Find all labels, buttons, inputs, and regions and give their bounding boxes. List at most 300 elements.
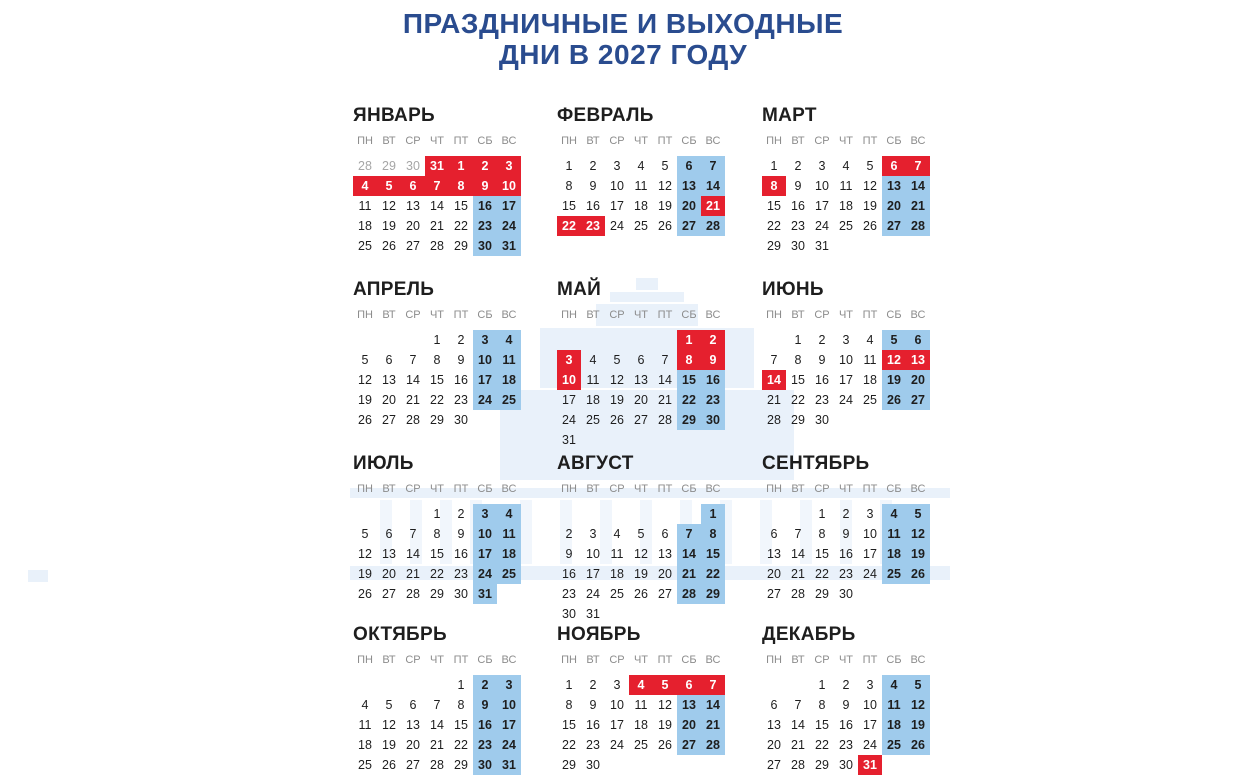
day-cell: 30 — [791, 239, 805, 253]
day-cell: 3 — [589, 527, 597, 541]
holiday-day-cell: 10 — [497, 176, 521, 196]
weekend-day-cell: 6 — [677, 156, 701, 176]
day-cell: 1 — [457, 678, 465, 692]
weekday-label: ВС — [501, 654, 517, 666]
month-name: ДЕКАБРЬ — [762, 624, 856, 645]
day-cell: 24 — [586, 587, 600, 601]
day-cell: 20 — [658, 567, 672, 581]
day-cell: 16 — [839, 718, 853, 732]
weekend-day-cell: 27 — [677, 216, 701, 236]
day-cell: 3 — [866, 507, 874, 521]
day-cell: 23 — [454, 567, 468, 581]
day-cell: 9 — [794, 179, 802, 193]
holiday-day-cell: 1 — [677, 330, 701, 350]
weekend-day-cell: 17 — [497, 196, 521, 216]
weekday-label: ПТ — [657, 654, 673, 666]
weekday-label: ЧТ — [633, 654, 649, 666]
weekend-day-cell: 31 — [473, 584, 497, 604]
day-cell: 30 — [839, 758, 853, 772]
day-cell: 17 — [586, 567, 600, 581]
day-cell: 24 — [863, 567, 877, 581]
weekend-day-cell: 15 — [677, 370, 701, 390]
month-block — [353, 453, 528, 604]
weekend-day-cell: 14 — [701, 176, 725, 196]
weekday-label: ВС — [501, 309, 517, 321]
weekend-day-cell: 3 — [473, 330, 497, 350]
day-cell: 11 — [863, 353, 877, 367]
day-cell: 27 — [382, 587, 396, 601]
day-cell: 9 — [457, 353, 465, 367]
day-cell: 3 — [842, 333, 850, 347]
weekend-day-cell: 22 — [677, 390, 701, 410]
day-cell: 28 — [791, 587, 805, 601]
weekend-day-cell: 26 — [882, 390, 906, 410]
day-cell: 13 — [767, 718, 781, 732]
weekend-day-cell: 7 — [677, 524, 701, 544]
weekday-label: ЧТ — [838, 654, 854, 666]
day-cell: 21 — [791, 738, 805, 752]
month-block — [762, 105, 937, 256]
weekend-day-cell: 13 — [677, 176, 701, 196]
day-cell: 17 — [610, 199, 624, 213]
holiday-day-cell: 6 — [401, 176, 425, 196]
weekend-day-cell: 30 — [701, 410, 725, 430]
month-block — [762, 279, 937, 430]
day-cell: 29 — [791, 413, 805, 427]
day-cell: 9 — [565, 547, 573, 561]
holiday-day-cell: 8 — [762, 176, 786, 196]
weekday-label: ПН — [766, 309, 782, 321]
weekday-label: ПТ — [657, 135, 673, 147]
day-cell: 20 — [406, 738, 420, 752]
day-cell: 20 — [382, 567, 396, 581]
weekday-label: ПН — [561, 309, 577, 321]
day-cell: 23 — [562, 587, 576, 601]
day-cell: 18 — [863, 373, 877, 387]
weekend-day-cell: 20 — [906, 370, 930, 390]
weekend-day-cell: 27 — [677, 735, 701, 755]
weekend-day-cell: 11 — [882, 524, 906, 544]
weekday-label: ПН — [357, 135, 373, 147]
day-cell: 29 — [454, 239, 468, 253]
weekend-day-cell: 12 — [906, 695, 930, 715]
month-block — [762, 624, 937, 775]
weekend-day-cell: 2 — [473, 675, 497, 695]
day-cell: 5 — [385, 698, 393, 712]
holiday-day-cell: 22 — [557, 216, 581, 236]
weekend-day-cell: 23 — [473, 216, 497, 236]
day-cell: 26 — [634, 587, 648, 601]
day-cell: 1 — [818, 507, 826, 521]
day-cell: 7 — [433, 698, 441, 712]
weekday-label: СР — [609, 135, 625, 147]
day-cell: 11 — [610, 547, 624, 561]
day-cell: 22 — [815, 738, 829, 752]
weekend-day-cell: 10 — [473, 524, 497, 544]
month-name: МАЙ — [557, 279, 602, 300]
month-name: МАРТ — [762, 105, 817, 126]
holiday-day-cell: 3 — [557, 350, 581, 370]
day-cell: 27 — [634, 413, 648, 427]
day-cell: 23 — [586, 738, 600, 752]
day-cell: 30 — [586, 758, 600, 772]
weekend-day-cell: 21 — [677, 564, 701, 584]
day-cell: 28 — [430, 239, 444, 253]
day-cell: 4 — [866, 333, 874, 347]
day-cell: 14 — [430, 718, 444, 732]
day-cell: 10 — [839, 353, 853, 367]
day-cell: 10 — [610, 698, 624, 712]
day-cell: 7 — [409, 527, 417, 541]
day-cell: 28 — [406, 587, 420, 601]
day-cell: 4 — [361, 698, 369, 712]
weekday-label: ВС — [501, 135, 517, 147]
weekend-day-cell: 8 — [701, 524, 725, 544]
day-cell: 30 — [839, 587, 853, 601]
day-cell: 18 — [610, 567, 624, 581]
day-cell: 6 — [409, 698, 417, 712]
day-cell: 11 — [586, 373, 600, 387]
day-cell: 13 — [658, 547, 672, 561]
day-cell: 14 — [658, 373, 672, 387]
weekend-day-cell: 11 — [497, 524, 521, 544]
weekday-label: ПТ — [453, 654, 469, 666]
day-cell: 16 — [839, 547, 853, 561]
day-cell: 9 — [818, 353, 826, 367]
weekday-label: ВС — [501, 483, 517, 495]
weekday-label: ПТ — [862, 483, 878, 495]
weekend-day-cell: 13 — [882, 176, 906, 196]
day-cell: 9 — [589, 179, 597, 193]
weekend-day-cell: 26 — [906, 735, 930, 755]
day-cell: 24 — [863, 738, 877, 752]
day-cell: 10 — [586, 547, 600, 561]
day-cell: 21 — [767, 393, 781, 407]
day-cell: 20 — [382, 393, 396, 407]
day-cell: 14 — [406, 373, 420, 387]
title-line-1: ПРАЗДНИЧНЫЕ И ВЫХОДНЫЕ — [402, 8, 844, 39]
weekend-day-cell: 16 — [701, 370, 725, 390]
month-block — [557, 624, 732, 775]
weekend-day-cell: 25 — [497, 390, 521, 410]
day-cell: 11 — [358, 199, 372, 213]
weekday-label: ПН — [357, 654, 373, 666]
day-cell: 30 — [815, 413, 829, 427]
day-cell: 26 — [658, 738, 672, 752]
day-cell: 19 — [358, 567, 372, 581]
day-cell: 17 — [863, 718, 877, 732]
weekend-day-cell: 21 — [906, 196, 930, 216]
day-cell: 13 — [767, 547, 781, 561]
weekend-day-cell: 28 — [701, 216, 725, 236]
weekend-day-cell: 14 — [677, 544, 701, 564]
day-cell: 11 — [839, 179, 853, 193]
day-cell: 27 — [382, 413, 396, 427]
weekday-label: ПТ — [453, 309, 469, 321]
day-cell: 1 — [818, 678, 826, 692]
day-cell: 3 — [613, 678, 621, 692]
day-cell: 9 — [842, 527, 850, 541]
weekday-label: СБ — [886, 483, 902, 495]
weekend-day-cell: 3 — [497, 675, 521, 695]
day-cell: 7 — [770, 353, 778, 367]
holiday-day-cell: 9 — [701, 350, 725, 370]
day-cell: 27 — [406, 758, 420, 772]
day-cell: 15 — [562, 718, 576, 732]
day-cell: 17 — [610, 718, 624, 732]
day-cell: 18 — [634, 199, 648, 213]
weekend-day-cell: 9 — [473, 695, 497, 715]
day-cell: 7 — [661, 353, 669, 367]
day-cell: 27 — [658, 587, 672, 601]
day-cell: 20 — [406, 219, 420, 233]
day-cell: 22 — [815, 567, 829, 581]
weekday-label: ЧТ — [633, 135, 649, 147]
weekend-day-cell: 19 — [906, 544, 930, 564]
holiday-day-cell: 10 — [557, 370, 581, 390]
day-cell: 7 — [409, 353, 417, 367]
day-cell: 21 — [430, 738, 444, 752]
weekday-label: ВС — [910, 309, 926, 321]
day-cell: 11 — [634, 698, 648, 712]
day-cell: 18 — [586, 393, 600, 407]
weekday-label: СБ — [681, 309, 697, 321]
weekday-label: ВТ — [382, 483, 396, 495]
weekday-label: ПТ — [862, 309, 878, 321]
weekday-label: ПТ — [862, 654, 878, 666]
day-cell: 12 — [610, 373, 624, 387]
weekend-day-cell: 18 — [497, 544, 521, 564]
day-cell: 8 — [433, 527, 441, 541]
month-name: ЯНВАРЬ — [353, 105, 436, 126]
day-cell: 15 — [562, 199, 576, 213]
day-cell: 24 — [815, 219, 829, 233]
weekend-day-cell: 24 — [473, 390, 497, 410]
weekend-day-cell: 25 — [497, 564, 521, 584]
weekday-label: ВТ — [586, 135, 600, 147]
holiday-day-cell: 4 — [629, 675, 653, 695]
day-cell: 29 — [430, 587, 444, 601]
day-cell: 16 — [562, 567, 576, 581]
day-cell: 6 — [385, 353, 393, 367]
day-cell: 13 — [382, 547, 396, 561]
page-title — [0, 8, 1246, 70]
weekday-label: СБ — [477, 483, 493, 495]
weekday-label: СР — [814, 135, 830, 147]
day-cell: 12 — [863, 179, 877, 193]
weekday-label: ВТ — [586, 309, 600, 321]
weekday-label: СБ — [886, 309, 902, 321]
day-cell: 19 — [658, 199, 672, 213]
day-cell: 20 — [767, 738, 781, 752]
day-cell: 30 — [454, 413, 468, 427]
day-cell: 3 — [818, 159, 826, 173]
weekday-label: СР — [814, 654, 830, 666]
weekday-label: ВС — [910, 135, 926, 147]
weekend-day-cell: 4 — [497, 330, 521, 350]
day-cell: 5 — [361, 527, 369, 541]
weekend-day-cell: 22 — [701, 564, 725, 584]
weekday-label: СБ — [477, 654, 493, 666]
day-cell: 26 — [610, 413, 624, 427]
day-cell: 22 — [430, 393, 444, 407]
holiday-day-cell: 31 — [425, 156, 449, 176]
day-cell: 20 — [767, 567, 781, 581]
day-cell: 21 — [658, 393, 672, 407]
day-cell: 9 — [457, 527, 465, 541]
day-cell: 2 — [589, 678, 597, 692]
day-cell: 28 — [658, 413, 672, 427]
month-block — [353, 624, 528, 775]
weekday-label: ЧТ — [429, 654, 445, 666]
weekday-label: СР — [609, 309, 625, 321]
day-cell: 1 — [433, 507, 441, 521]
day-cell: 8 — [433, 353, 441, 367]
weekend-day-cell: 13 — [677, 695, 701, 715]
weekday-label: ВТ — [791, 309, 805, 321]
holiday-day-cell: 2 — [473, 156, 497, 176]
weekday-label: ПТ — [657, 309, 673, 321]
weekday-label: СР — [609, 483, 625, 495]
weekday-label: ЧТ — [429, 483, 445, 495]
day-cell: 22 — [791, 393, 805, 407]
weekend-day-cell: 28 — [701, 735, 725, 755]
weekend-day-cell: 24 — [497, 735, 521, 755]
day-cell: 15 — [454, 718, 468, 732]
weekend-day-cell: 16 — [473, 715, 497, 735]
day-cell: 12 — [382, 199, 396, 213]
day-cell: 16 — [454, 547, 468, 561]
day-cell: 1 — [565, 159, 573, 173]
day-cell: 13 — [406, 199, 420, 213]
day-cell: 16 — [815, 373, 829, 387]
weekend-day-cell: 3 — [473, 504, 497, 524]
day-cell: 8 — [818, 698, 826, 712]
day-cell: 15 — [791, 373, 805, 387]
day-cell: 8 — [818, 527, 826, 541]
holiday-day-cell: 7 — [701, 675, 725, 695]
day-cell: 5 — [613, 353, 621, 367]
day-cell: 17 — [863, 547, 877, 561]
day-cell: 10 — [610, 179, 624, 193]
month-block — [762, 453, 937, 604]
weekday-label: ПН — [561, 654, 577, 666]
day-cell: 15 — [815, 718, 829, 732]
day-cell: 2 — [565, 527, 573, 541]
day-cell: 19 — [358, 393, 372, 407]
weekend-day-cell: 14 — [701, 695, 725, 715]
day-cell: 28 — [406, 413, 420, 427]
day-cell: 5 — [661, 159, 669, 173]
title-line-2: ДНИ В 2027 ГОДУ — [498, 39, 748, 70]
day-cell: 14 — [791, 718, 805, 732]
weekday-label: ВС — [705, 654, 721, 666]
weekday-label: ВТ — [382, 135, 396, 147]
weekend-day-cell: 18 — [882, 544, 906, 564]
day-cell: 15 — [430, 373, 444, 387]
weekend-day-cell: 25 — [882, 564, 906, 584]
weekday-label: ВС — [910, 483, 926, 495]
holiday-day-cell: 5 — [653, 675, 677, 695]
day-cell: 29 — [767, 239, 781, 253]
day-cell: 6 — [637, 353, 645, 367]
weekday-label: ПТ — [453, 135, 469, 147]
day-cell: 16 — [586, 199, 600, 213]
month-name: ФЕВРАЛЬ — [557, 105, 654, 126]
weekend-day-cell: 18 — [882, 715, 906, 735]
day-cell: 8 — [565, 179, 573, 193]
day-cell: 25 — [358, 758, 372, 772]
weekend-day-cell: 6 — [906, 330, 930, 350]
weekday-label: ПТ — [657, 483, 673, 495]
weekday-label: ЧТ — [429, 135, 445, 147]
day-cell: 2 — [794, 159, 802, 173]
holiday-day-cell: 8 — [449, 176, 473, 196]
month-name: ОКТЯБРЬ — [353, 624, 447, 645]
weekday-label: ЧТ — [838, 483, 854, 495]
month-name: НОЯБРЬ — [557, 624, 641, 645]
day-cell: 25 — [610, 587, 624, 601]
day-cell: 12 — [358, 547, 372, 561]
day-cell: 12 — [358, 373, 372, 387]
day-cell: 10 — [863, 527, 877, 541]
day-cell: 1 — [794, 333, 802, 347]
weekday-label: ПН — [561, 483, 577, 495]
day-cell: 26 — [358, 587, 372, 601]
day-cell: 7 — [794, 527, 802, 541]
day-cell: 25 — [634, 219, 648, 233]
day-cell: 4 — [842, 159, 850, 173]
day-cell: 21 — [406, 393, 420, 407]
day-cell: 23 — [815, 393, 829, 407]
weekday-label: ПН — [561, 135, 577, 147]
weekday-label: ЧТ — [838, 135, 854, 147]
weekday-label: ВТ — [791, 135, 805, 147]
month-name: ИЮНЬ — [762, 279, 824, 300]
day-cell: 17 — [815, 199, 829, 213]
weekend-day-cell: 20 — [882, 196, 906, 216]
weekday-label: СБ — [681, 483, 697, 495]
day-cell: 14 — [430, 199, 444, 213]
weekend-day-cell: 30 — [473, 236, 497, 256]
month-name: ИЮЛЬ — [353, 453, 414, 474]
holiday-day-cell: 31 — [858, 755, 882, 775]
day-cell: 16 — [586, 718, 600, 732]
weekday-label: СБ — [681, 135, 697, 147]
weekend-day-cell: 28 — [906, 216, 930, 236]
weekday-label: ВС — [705, 483, 721, 495]
weekday-label: ЧТ — [838, 309, 854, 321]
day-cell: 5 — [866, 159, 874, 173]
day-cell: 29 — [815, 587, 829, 601]
weekend-day-cell: 15 — [701, 544, 725, 564]
day-cell: 8 — [565, 698, 573, 712]
month-name: СЕНТЯБРЬ — [762, 453, 870, 474]
weekday-label: ВТ — [791, 483, 805, 495]
weekend-day-cell: 27 — [906, 390, 930, 410]
day-cell: 18 — [358, 738, 372, 752]
day-cell: 23 — [839, 738, 853, 752]
weekday-label: ЧТ — [633, 483, 649, 495]
weekend-day-cell: 10 — [497, 695, 521, 715]
weekend-day-cell: 29 — [677, 410, 701, 430]
holiday-day-cell: 5 — [377, 176, 401, 196]
weekday-label: СБ — [477, 135, 493, 147]
day-cell: 28 — [791, 758, 805, 772]
weekend-day-cell: 1 — [701, 504, 725, 524]
weekend-day-cell: 20 — [677, 196, 701, 216]
month-block — [557, 279, 732, 450]
